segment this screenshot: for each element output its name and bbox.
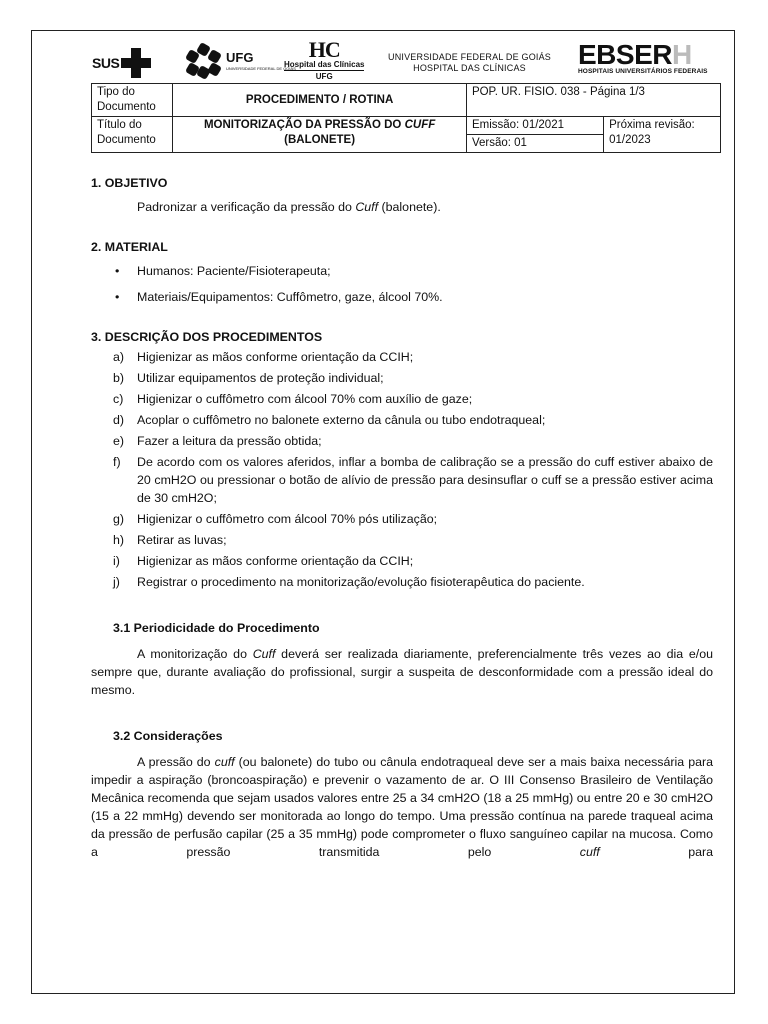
procedure-steps bbox=[91, 348, 713, 591]
section-objetivo-title: 1. OBJETIVO bbox=[91, 176, 168, 190]
list-item: d) Acoplar o cuffômetro no balonete externo da cânula ou tubo endotraqueal; bbox=[113, 413, 546, 427]
section-periodicidade-title: 3.1 Periodicidade do Procedimento bbox=[113, 621, 320, 635]
hexagon-cluster-icon bbox=[186, 44, 222, 78]
tipo-label: Tipo do Documento bbox=[92, 84, 173, 117]
ebserh-logo-subtitle: HOSPITAIS UNIVERSITÁRIOS FEDERAIS bbox=[578, 68, 708, 75]
list-item: f) De acordo com os valores aferidos, inflar a bomba de calibração se a pressão do cuff estiver abaixo de 20 cmH2O ou pressionar o botão de alívio de pressão para desinsuflar o cuff se a pressão estiver acima de 30 cmH2O; bbox=[113, 455, 713, 505]
section-consideracoes-title: 3.2 Considerações bbox=[113, 729, 223, 743]
cross-icon bbox=[121, 48, 151, 78]
document-body bbox=[91, 174, 713, 861]
periodicidade-text: A monitorização do Cuff deverá ser realizada diariamente, preferencialmente três vezes ao dia e/ou sempre que, durante avaliação do profissional, surgir a suspeita de desconformidade com a pressão ideal do mesmo. bbox=[91, 647, 713, 697]
ebserh-logo-h: H bbox=[671, 39, 692, 70]
material-list bbox=[91, 262, 713, 306]
titulo-label: Título do Documento bbox=[92, 117, 173, 153]
emissao: Emissão: 01/2021 bbox=[466, 117, 603, 135]
list-item: b) Utilizar equipamentos de proteção individual; bbox=[113, 371, 384, 385]
list-item: h) Retirar as luvas; bbox=[113, 533, 227, 547]
list-item: • Humanos: Paciente/Fisioterapeuta; bbox=[91, 262, 713, 280]
ufg-logo bbox=[186, 44, 296, 78]
section-descricao-title: 3. DESCRIÇÃO DOS PROCEDIMENTOS bbox=[91, 330, 323, 344]
list-item: j) Registrar o procedimento na monitorização/evolução fisioterapêutica do paciente. bbox=[113, 575, 585, 589]
sus-logo bbox=[92, 48, 151, 78]
titulo-value: MONITORIZAÇÃO DA PRESSÃO DO CUFF (BALONETE) bbox=[173, 117, 467, 153]
consideracoes-text: A pressão do cuff (ou balonete) do tubo ou cânula endotraqueal deve ser a mais baixa necessária para impedir a aspiração (broncoaspiração) e prevenir o vazamento de ar. O III Consenso Brasileiro de Ventilação Mecânica recomenda que sejam usados valores entre 25 a 34 cmH2O (18 a 25 mmHg) ou entre 20 e 30 cmH2O (15 a 22 mmHg) devendo ser monitorada ao longo do tempo. Uma pressão contínua na parede traqueal acima da pressão de perfusão capilar (25 a 35 mmHg) pode comprometer o fluxo sanguíneo capilar na mucosa. Como a pressão transmitida pelo cuff para bbox=[91, 755, 713, 859]
pop-code: POP. UR. FISIO. 038 - Página 1/3 bbox=[466, 84, 720, 117]
university-line1: UNIVERSIDADE FEDERAL DE GOIÁS bbox=[388, 52, 552, 62]
ebserh-logo bbox=[578, 39, 708, 76]
proxima-revisao: Próxima revisão: 01/2023 bbox=[604, 117, 721, 153]
ufg-logo-subtitle: UNIVERSIDADE FEDERAL DE GOIÁS bbox=[226, 65, 296, 71]
objetivo-text: Padronizar a verificação da pressão do Cuff (balonete). bbox=[137, 200, 441, 214]
list-item: e) Fazer a leitura da pressão obtida; bbox=[113, 434, 322, 448]
tipo-value: PROCEDIMENTO / ROTINA bbox=[173, 84, 467, 117]
hc-logo bbox=[284, 37, 365, 81]
document-info-table bbox=[91, 83, 721, 153]
university-name bbox=[388, 52, 551, 74]
list-item: i) Higienizar as mãos conforme orientação da CCIH; bbox=[113, 554, 414, 568]
versao: Versão: 01 bbox=[466, 135, 603, 153]
list-item: c) Higienizar o cuffômetro com álcool 70% com auxílio de gaze; bbox=[113, 392, 473, 406]
ufg-logo-text: UFG bbox=[226, 49, 254, 65]
university-line2: HOSPITAL DAS CLÍNICAS bbox=[413, 63, 526, 73]
list-item: a) Higienizar as mãos conforme orientação da CCIH; bbox=[113, 350, 414, 364]
list-item: • Materiais/Equipamentos: Cuffômetro, gaze, álcool 70%. bbox=[91, 288, 713, 306]
hc-logo-text: HC bbox=[308, 37, 340, 62]
sus-logo-text: SUS bbox=[92, 55, 120, 71]
hc-logo-line2: UFG bbox=[284, 70, 364, 81]
ebserh-logo-main: EBSER bbox=[578, 39, 672, 70]
list-item: g) Higienizar o cuffômetro com álcool 70% pós utilização; bbox=[113, 512, 438, 526]
header-logos bbox=[92, 37, 714, 84]
hc-logo-line1: Hospital das Clínicas bbox=[284, 60, 365, 69]
section-material-title: 2. MATERIAL bbox=[91, 240, 168, 254]
